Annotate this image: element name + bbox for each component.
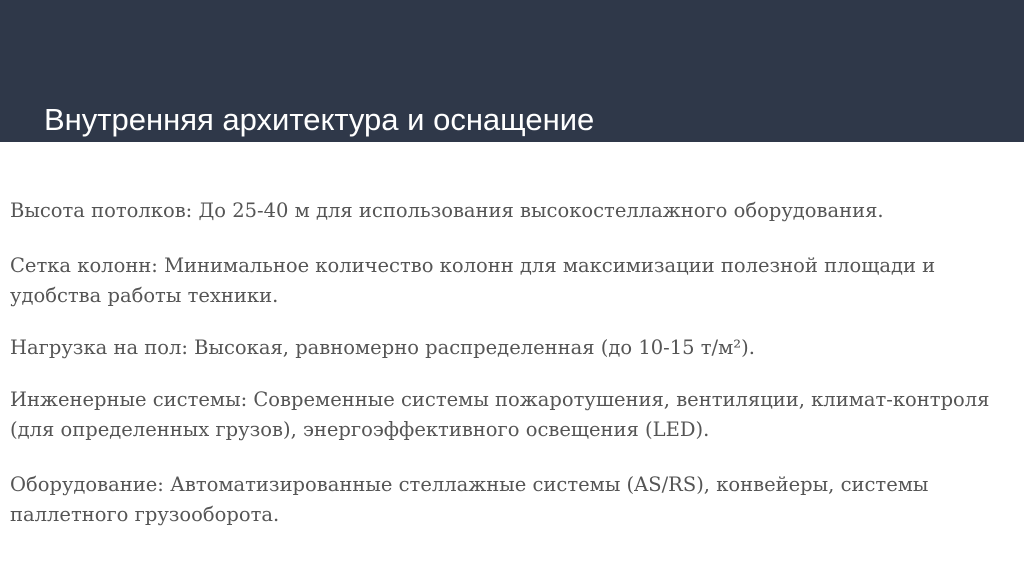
paragraph-column-grid: Сетка колонн: Минимальное количество колонн для максимизации полезной площади и удобства работы техники. (10, 254, 936, 307)
paragraph-equipment: Оборудование: Автоматизированные стеллажные системы (AS/RS), конвейеры, системы паллетного грузооборота. (10, 473, 929, 526)
paragraph-engineering-systems: Инженерные системы: Современные системы пожаротушения, вентиляции, климат-контроля (для определенных грузов), энергоэффективного освещения (LED). (10, 388, 990, 441)
paragraph-ceiling-height: Высота потолков: До 25-40 м для использования высокостеллажного оборудования. (10, 199, 884, 222)
slide-title: Внутренняя архитектура и оснащение (44, 102, 595, 137)
slide-body (10, 196, 1010, 530)
paragraph-floor-load: Нагрузка на пол: Высокая, равномерно распределенная (до 10-15 т/м²). (10, 336, 755, 359)
slide-header (0, 0, 1024, 142)
